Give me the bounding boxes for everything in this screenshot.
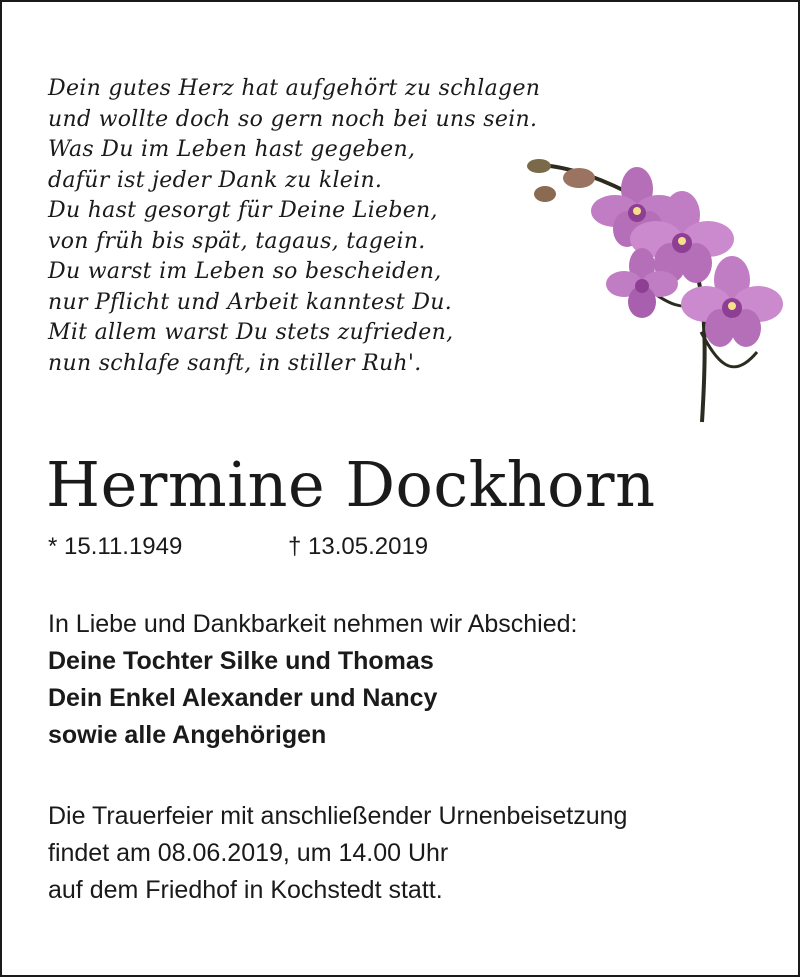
poem-line: Dein gutes Herz hat aufgehört zu schlagen (48, 76, 541, 101)
farewell-intro: In Liebe und Dankbarkeit nehmen wir Abschied: (48, 610, 578, 638)
service-line: findet am 08.06.2019, um 14.00 Uhr (48, 839, 449, 867)
mourner-line: Dein Enkel Alexander und Nancy (48, 684, 438, 712)
poem-line: Was Du im Leben hast gegeben, (48, 137, 416, 162)
poem-line: nur Pflicht und Arbeit kanntest Du. (48, 289, 453, 315)
mourner-line: sowie alle Angehörigen (48, 721, 327, 749)
orchid-icon (517, 152, 787, 427)
birth-date: * 15.11.1949 (48, 533, 183, 560)
service-line: auf dem Friedhof in Kochstedt statt. (48, 876, 443, 904)
poem-line: nun schlafe sanft, in stiller Ruh'. (48, 350, 422, 376)
deceased-name: Hermine Dockhorn (46, 448, 656, 521)
poem-line: und wollte doch so gern noch bei uns sein. (48, 106, 538, 132)
poem-line: Du warst im Leben so bescheiden, (48, 259, 442, 284)
death-date: † 13.05.2019 (288, 533, 429, 560)
farewell-section (48, 606, 578, 754)
poem-line: Du hast gesorgt für Deine Lieben, (48, 198, 438, 223)
mourner-line: Deine Tochter Silke und Thomas (48, 647, 434, 675)
poem-line: dafür ist jeder Dank zu klein. (48, 167, 383, 193)
life-dates (48, 533, 429, 561)
service-line: Die Trauerfeier mit anschließender Urnenbeisetzung (48, 802, 628, 830)
poem (48, 74, 540, 379)
service-info (48, 798, 627, 909)
poem-line: von früh bis spät, tagaus, tagein. (48, 228, 426, 254)
poem-line: Mit allem warst Du stets zufrieden, (48, 320, 454, 345)
